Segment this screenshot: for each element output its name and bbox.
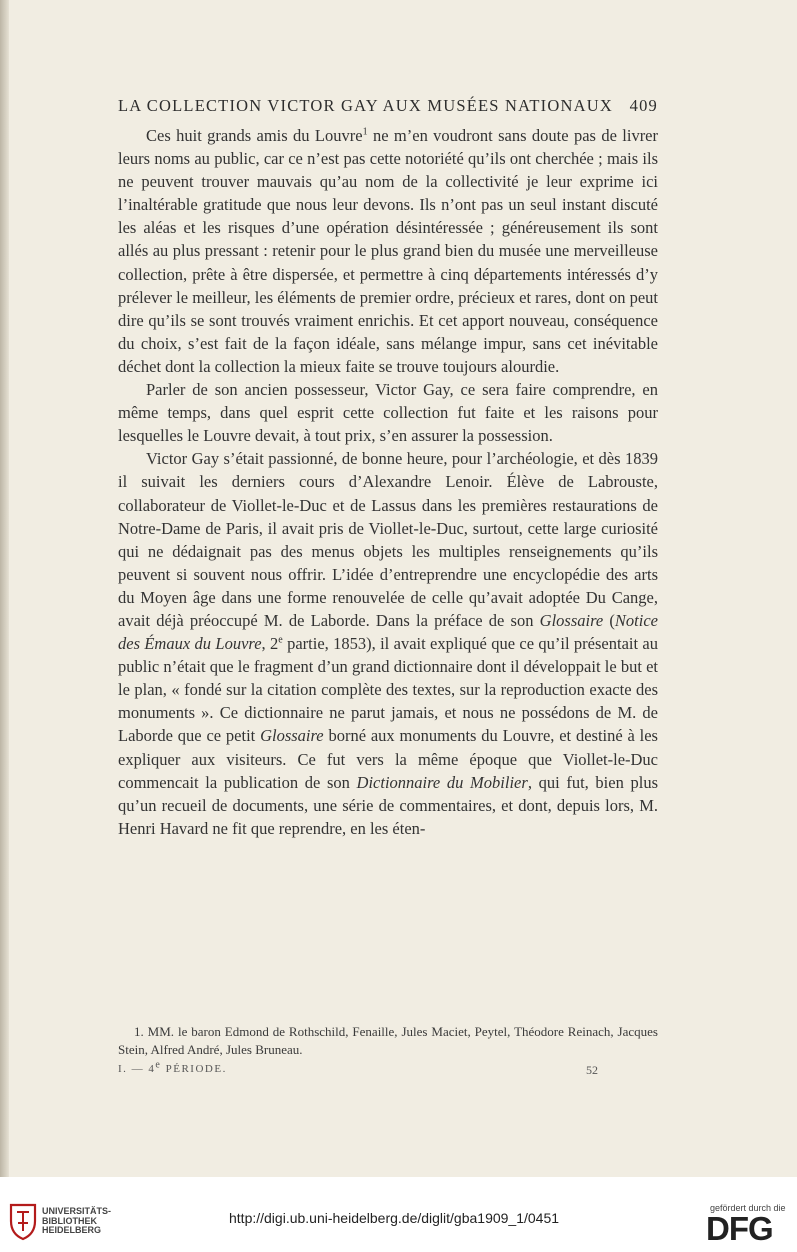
- paragraph-3: [118, 447, 658, 840]
- page-binding-edge: [0, 0, 9, 1177]
- paragraph-1-rest: ne m’en voudront sans doute pas de livrer leurs noms au public, car ce n’est pas cette notoriété qu’ils ont cherchée ; mais ils ne peuvent trouver mauvais qu’au nom de la collectivité je leur exprime ici l’inaltérable gratitude que nous leur devons. Ils n’ont pas un seul instant discuté les aléas et les risques d’une opération désintéressée ; généreusement ils sont allés au plus pressant : retenir pour le plus grand bien du musée une merveilleuse collection, prête à être dispersée, et permettre à cinq départements intéressés d’y prélever le meilleur, les éléments de premier ordre, précieux et rares, dont on peut dire qu’ils se sont trouvés vraiment enrichis. Et cet apport nouveau, conséquence du choix, s’est fait de la façon idéale, sans mélange impur, sans cet inévitable déchet dont la collection la mieux faite se trouve toujours alourdie.: [118, 126, 659, 376]
- footnote-ref: 1: [362, 126, 368, 138]
- paragraph-2: Parler de son ancien possesseur, Victor Gay, ce sera faire comprendre, en même temps, dans quel esprit cette collection fut faite et les raisons pour lesquelles le Louvre devait, à tout prix, s’en assurer la possession.: [118, 380, 658, 446]
- running-header: [118, 96, 658, 116]
- uni-line-2: BIBLIOTHEK: [42, 1215, 97, 1226]
- running-title: LA COLLECTION VICTOR GAY AUX MUSÉES NATIONAUX: [118, 96, 613, 115]
- university-seal-icon: [8, 1201, 38, 1241]
- p3-text-d: partie, 1853), il avait expliqué que ce qu’il présentait au public n’était que le fragment d’un grand dictionnaire dont il développait le but et le plan, « fondé sur la citation complète des textes, sur la reproduction exacte des monuments ». Ce dictionnaire ne parut jamais, et nous ne possédons de M. de Laborde que ce petit: [118, 634, 659, 746]
- signature-volume: I. — 4: [118, 1063, 156, 1075]
- p3-text-a: Victor Gay s’était passionné, de bonne heure, pour l’archéologie, et dès 1839 il suivait les derniers cours d’Alexandre Lenoir. Élève de Labrouste, collaborateur de Viollet-le-Duc et de Lassus dans les premières restaurations de Notre-Dame de Paris, il avait pris de Viollet-le-Duc, surtout, cette large curiosité qui ne dédaignait pas des menus objets les multiples renseignements qu’ils peuvent si souvent nous offrir. L’idée d’entreprendre une encyclopédie des arts du Moyen âge dans une forme renouvelée de celle qu’avait adoptée Du Cange, avait déjà préoccupé M. de Laborde. Dans la préface de son: [118, 449, 658, 630]
- university-library-name: [42, 1207, 111, 1236]
- italic-glossaire: Glossaire: [539, 610, 604, 630]
- signature-period: PÉRIODE.: [161, 1063, 227, 1075]
- italic-glossaire-2: Glossaire: [260, 726, 324, 746]
- p3-sup-e: e: [278, 634, 283, 646]
- page-number: 409: [629, 96, 658, 115]
- funded-by-label: gefördert durch die: [710, 1203, 786, 1213]
- dfg-logo: DFG: [706, 1210, 773, 1247]
- permalink-url[interactable]: http://digi.ub.uni-heidelberg.de/diglit/gba1909_1/0451: [229, 1210, 560, 1226]
- p3-text-e: borné aux monuments du Louvre, et destiné à les expliquer aux visiteurs. Ce fut vers la même époque que Viollet-le-Duc commencait la publication de son: [118, 726, 658, 792]
- signature-sup: e: [155, 1059, 162, 1071]
- italic-notice: Notice des Émaux du Louvre: [118, 610, 658, 654]
- footnote-text: 1. MM. le baron Edmond de Rothschild, Fenaille, Jules Maciet, Peytel, Théodore Reinach, Jacques Stein, Alfred André, Jules Bruneau.: [118, 1024, 658, 1057]
- signature-sheet-number: 52: [586, 1063, 598, 1077]
- body-text: [118, 124, 658, 840]
- printer-signature: [118, 1059, 598, 1077]
- uni-line-3: HEIDELBERG: [42, 1225, 102, 1235]
- p3-text-b: (: [603, 610, 615, 630]
- uni-line-1: UNIVERSITÄTS-: [42, 1206, 112, 1216]
- italic-dictionnaire: Dictionnaire du Mobilier: [356, 772, 528, 792]
- p3-text-f: , qui fut, bien plus qu’un recueil de documents, une série de commentaires, et dont, depuis lors, M. Henri Havard ne fit que reprendre, en les éten-: [118, 772, 659, 838]
- p3-text-c: , 2: [261, 634, 279, 654]
- paragraph-1: [118, 124, 658, 378]
- footnote: [118, 1023, 658, 1059]
- paragraph-1-start: Ces huit grands amis du Louvre: [146, 126, 363, 145]
